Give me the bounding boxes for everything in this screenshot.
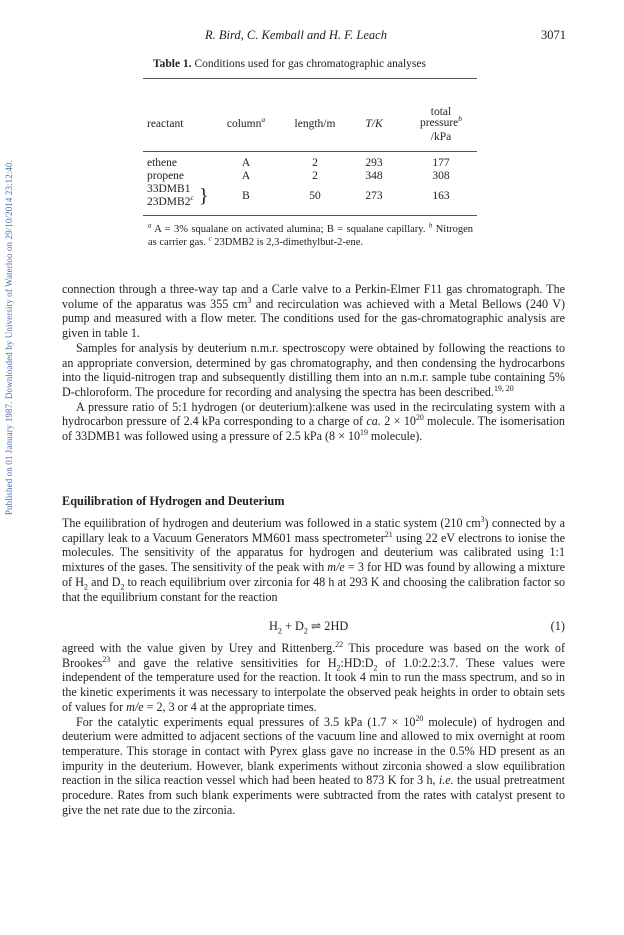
table-bottom-rule — [143, 215, 477, 216]
header-authors: R. Bird, C. Kemball and H. F. Leach — [205, 28, 387, 42]
cell-reactant-2: 23DMB2$^c$ — [147, 193, 194, 208]
table-caption-text: Conditions used for gas chromatographic analyses — [194, 58, 426, 70]
table-header-rule — [143, 151, 477, 152]
footnote-c: 23DMB2 is 2,3-dimethylbut-2-ene. — [214, 237, 364, 249]
download-notice: Published on 01 January 1987. Downloaded by University of Waterloo on 29/10/2014 23:12:40. — [4, 160, 14, 516]
equation-number: (1) — [550, 619, 565, 633]
cell-reactant-1: 33DMB1 — [147, 183, 191, 195]
cell-length: 2 — [312, 170, 318, 182]
table-footnotes: $^a$ A = 3% squalane on activated alumina; B = squalane capillary. $^b$ Nitrogen as carrier gas. $^c$ 23DMB2 is 2,3-dimethylbut-2-ene. — [148, 222, 474, 249]
paragraph: A pressure ratio of 5:1 hydrogen (or deuterium):alkene was used in the recirculating system with a hydrocarbon pressure of 2.4 kPa corresponding to a charge of ca. $2 \times 10^{20}$ molecule. The isomerisation of 33DMB1 was followed using a pressure of 2.5 kPa ($8 \times 10^{19}$ molecule). — [62, 399, 565, 444]
header-pressure-1: total — [430, 106, 452, 118]
cell-length: 50 — [309, 190, 321, 202]
cell-temperature: 273 — [365, 190, 383, 202]
cell-length: 2 — [312, 157, 318, 169]
cell-reactant: propene — [147, 170, 185, 182]
cell-temperature: 348 — [365, 170, 383, 182]
header-pressure-unit: /kPa — [430, 131, 452, 143]
paragraph: For the catalytic experiments equal pressures of 3.5 kPa ($1.7 \times 10^{20}$ molecule) of hydrogen and deuterium were admitted to adjacent sections of the vacuum line and allowed to mix overnight at room temperature. This storage in contact with Pyrex glass gave no increase in the 0.5% HD present as an impurity in the deuterium. However, blank experiments without zirconia showed a slow equilibration reaction in the silica reaction vessel which had been heated to 873 K for 3 h, i.e. the usual pretreatment procedure. Rates from such blank experiments were subtracted from the rates with catalyst present to give the net rate due to the zirconia. — [62, 713, 565, 817]
cell-pressure: 163 — [432, 190, 450, 202]
footnote-a: A = 3% squalane on activated alumina; B = squalane capillary. — [154, 224, 426, 235]
body-text-top — [62, 282, 565, 444]
paragraph: connection through a three-way tap and a Carle valve to a Perkin-Elmer F11 gas chromatograph. The volume of the apparatus was 355 $cm^3$ and recirculation was achieved with a Metal Bellows (240 V) pump and measured with a flow meter. The conditions used for the gas-chromatographic analysis are given in table 1. — [62, 282, 566, 341]
section-title: Equilibration of Hydrogen and Deuterium — [62, 494, 285, 508]
header-column: column$^a$ — [226, 115, 266, 130]
page-number: 3071 — [541, 28, 566, 42]
brace-icon: } — [199, 185, 209, 207]
equation-body: $H_2 + D_2$ ⇌ 2HD — [269, 619, 349, 636]
cell-pressure: 308 — [432, 170, 450, 182]
header-reactant: reactant — [147, 118, 184, 130]
cell-pressure: 177 — [432, 157, 450, 169]
table-caption — [153, 58, 426, 70]
header-temperature: T/K — [365, 118, 383, 130]
cell-column: B — [242, 190, 250, 202]
footnote-b: Nitrogen as carrier gas. — [148, 224, 474, 249]
paragraph: The equilibration of hydrogen and deuterium was followed in a static system (210 $cm^3$) connected by a capillary leak to a Vacuum Generators MM601 mass spectrometer$^{21}$ using 22 eV electrons to ionise the molecules. The sensitivity of the apparatus for hydrogen and deuterium was calibrated using 1:1 mixtures of the gases. The sensitivity of the peak with m/e = 3 for HD was found by allowing a mixture of $H_2$ and $D_2$ to reach equilibrium over zirconia for 48 h at 293 K and choosing the calibration factor so that the equilibrium constant for the reaction — [62, 514, 566, 604]
header-length: length/m — [294, 118, 336, 130]
paragraph: Samples for analysis by deuterium n.m.r. spectroscopy were obtained by following the reactions to an appropriate conversion, determined by gas chromatography, and then condensing the hydrocarbons into the liquid-nitrogen trap and subsequently distilling them into an n.m.r. sample tube containing 5% D-chloroform. The procedure for recording and analysing the spectra has been described.$^{19, 20}$ — [62, 340, 565, 399]
table-label: Table 1. — [153, 58, 192, 70]
paragraph: agreed with the value given by Urey and Rittenberg.$^{22}$ This procedure was based on the work of Brookes$^{23}$ and gave the relative sensitivities for $H_2:HD:D_2$ of 1.0:2.2:3.7. These values were independent of the temperature used for the reaction. It took 4 min to run the mass spectrum, and so in the kinetic experiments it was necessary to interpolate the observed peak heights in order to obtain sets of values for m/e = 2, 3 or 4 at the appropriate times. — [62, 639, 565, 714]
table-row-grouped — [143, 183, 477, 211]
cell-temperature: 293 — [365, 157, 383, 169]
header-pressure-word: pressure$^b$ — [419, 114, 463, 129]
body-text-section — [62, 516, 565, 604]
cell-column: A — [241, 170, 251, 182]
body-text-bottom — [62, 641, 565, 817]
table-top-rule — [143, 78, 477, 79]
cell-reactant: ethene — [147, 157, 178, 169]
cell-column: A — [241, 157, 251, 169]
